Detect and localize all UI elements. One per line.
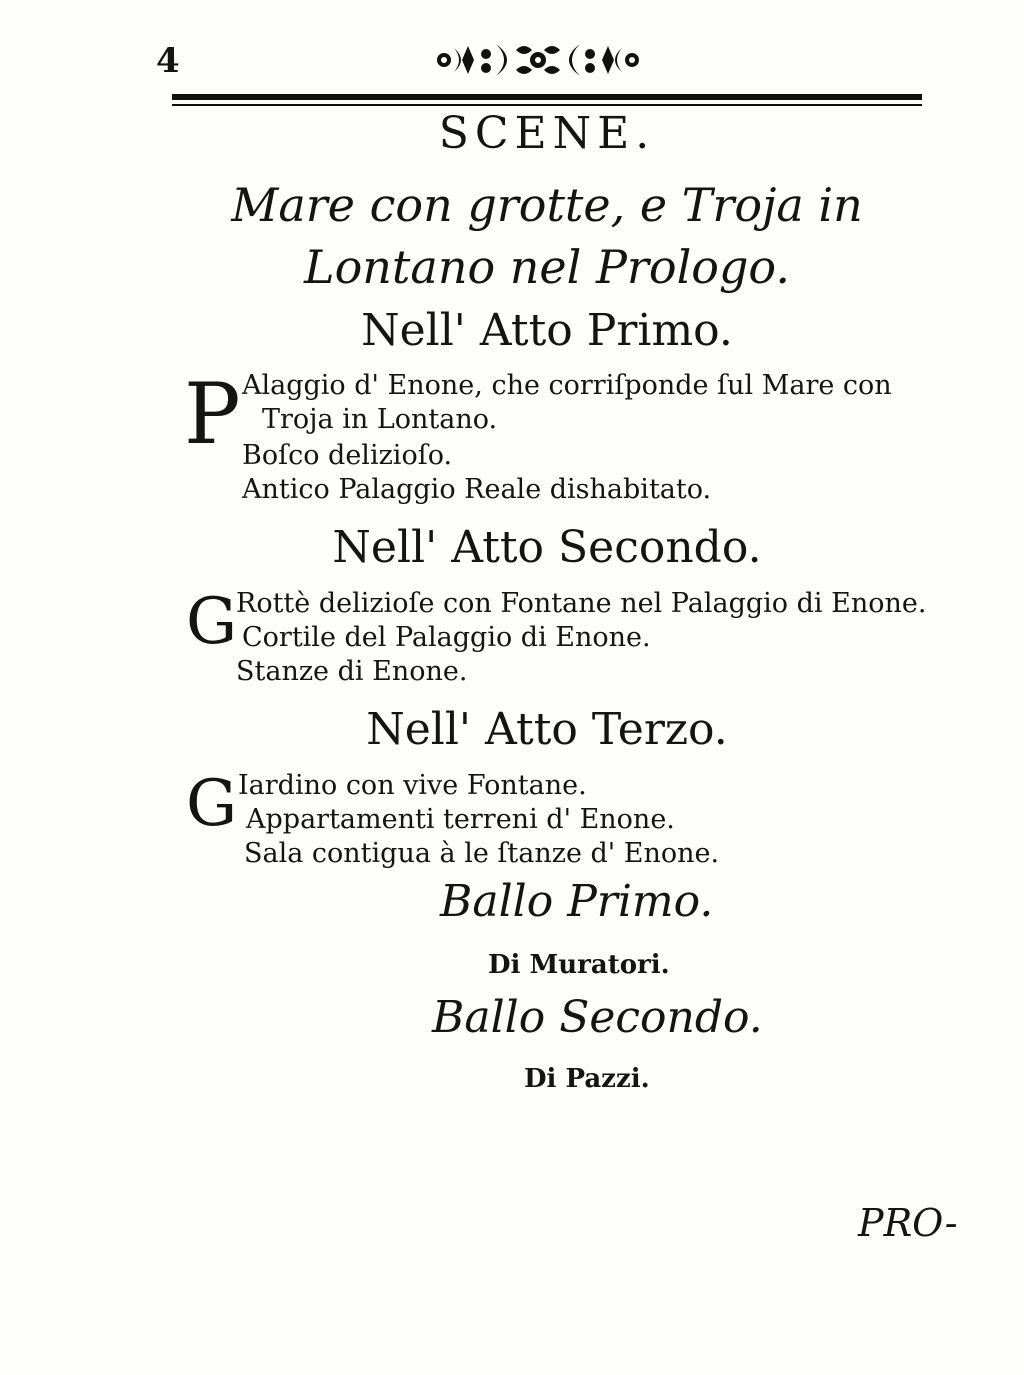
scene-line: Troja in Lontano.: [262, 404, 498, 435]
scene-line: Appartamenti terreni d' Enone.: [246, 804, 675, 835]
scene-line: Alaggio d' Enone, che corriſponde ſul Mare con: [242, 370, 892, 401]
drop-cap: P: [184, 365, 241, 463]
ballo-1-note: Di Muratori.: [488, 950, 670, 980]
act-2-heading: Nell' Atto Secondo.: [332, 522, 762, 573]
scene-line: Iardino con vive Fontane.: [238, 770, 587, 801]
scene-line: Cortile del Palaggio di Enone.: [242, 622, 651, 653]
ballo-2-note: Di Pazzi.: [524, 1064, 650, 1094]
act-1-heading: Nell' Atto Primo.: [361, 305, 733, 356]
header-rule-thin: [172, 104, 922, 106]
catchword: PRO-: [858, 1201, 958, 1245]
act-2-scenes: [186, 585, 966, 692]
act-3-scenes: [186, 767, 786, 874]
ballo-1-title: Ballo Primo.: [440, 876, 714, 927]
act-1-scenes: [184, 365, 944, 506]
scene-line: Stanze di Enone.: [236, 656, 468, 687]
drop-cap: G: [186, 767, 238, 841]
header-rule: [172, 94, 922, 100]
page-number: 4: [156, 41, 180, 81]
ballo-2-title: Ballo Secondo.: [432, 992, 763, 1043]
scene-line: Rottè delizioſe con Fontane nel Palaggio di Enone.: [236, 588, 927, 619]
page-title: SCENE.: [438, 108, 656, 159]
scene-line: Sala contigua à le ſtanze d' Enone.: [244, 838, 720, 869]
drop-cap: G: [186, 585, 238, 659]
fleuron-ornament-icon: [432, 38, 644, 82]
scene-line: Antico Palaggio Reale dishabitato.: [242, 474, 712, 505]
act-3-heading: Nell' Atto Terzo.: [366, 704, 728, 755]
scene-line: Boſco delizioſo.: [242, 440, 453, 471]
subtitle: Mare con grotte, e Troja in Lontano nel Prologo.: [231, 178, 863, 294]
